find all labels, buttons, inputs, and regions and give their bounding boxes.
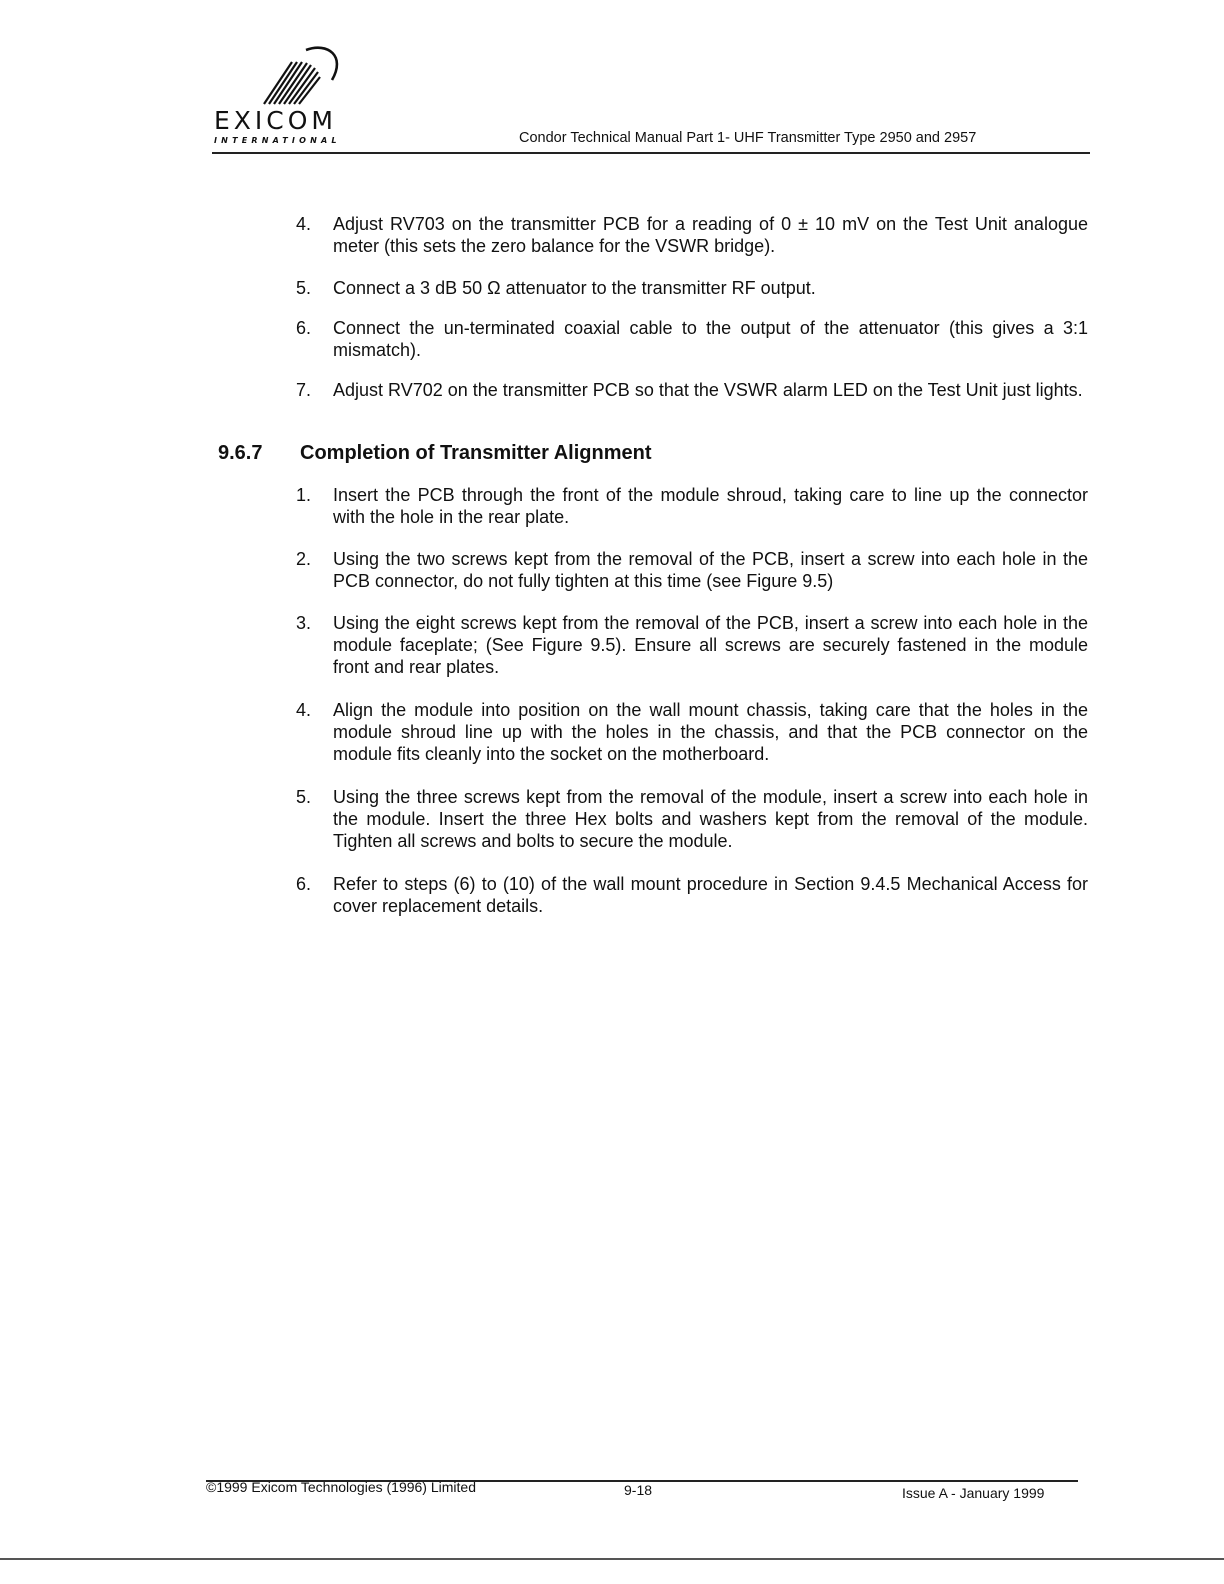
logo-subtitle: INTERNATIONAL — [214, 136, 341, 145]
step-number: 4. — [296, 214, 312, 234]
step-text: Align the module into position on the wall mount chassis, taking care that the holes in the module shroud line up with the holes in the chassis, and that the PCB connector on the module fits cleanly into the socket on the motherboard. — [333, 700, 1088, 764]
step-text: Insert the PCB through the front of the module shroud, taking care to line up the connector with the hole in the rear plate. — [333, 485, 1088, 527]
step-text: Connect a 3 dB 50 Ω attenuator to the transmitter RF output. — [333, 278, 816, 298]
exicom-logo — [210, 44, 380, 152]
step-number: 3. — [296, 613, 312, 633]
footer-copyright: ©1999 Exicom Technologies (1996) Limited — [206, 1479, 476, 1495]
step-text: Using the eight screws kept from the removal of the PCB, insert a screw into each hole in the module faceplate; (See Figure 9.5). Ensure all screws are securely fastened in the module front and rear plates. — [333, 613, 1088, 677]
section-number: 9.6.7 — [218, 442, 263, 464]
step-text: Using the three screws kept from the removal of the module, insert a screw into each hole in the module. Insert the three Hex bolts and washers kept from the removal of the module. Tighten all screws and bolts to secure the module. — [333, 787, 1088, 851]
page-bottom-edge — [0, 1558, 1224, 1560]
step-number: 4. — [296, 700, 312, 720]
step-number: 6. — [296, 874, 312, 894]
step-number: 6. — [296, 318, 312, 338]
section-heading — [218, 442, 652, 465]
step-number: 7. — [296, 380, 312, 400]
step-number: 5. — [296, 787, 312, 807]
footer-page-number: 9-18 — [624, 1482, 653, 1498]
step-number: 1. — [296, 485, 312, 505]
document-header-title: Condor Technical Manual Part 1- UHF Transmitter Type 2950 and 2957 — [519, 130, 977, 146]
step-text: Using the two screws kept from the removal of the PCB, insert a screw into each hole in the PCB connector, do not fully tighten at this time (see Figure 9.5) — [333, 549, 1088, 591]
logo-wordmark: EXICOM — [214, 106, 337, 135]
exicom-swoosh-icon — [254, 44, 354, 110]
footer-issue: Issue A - January 1999 — [902, 1485, 1045, 1501]
step-text: Adjust RV702 on the transmitter PCB so that the VSWR alarm LED on the Test Unit just lights. — [333, 380, 1083, 400]
step-text: Connect the un-terminated coaxial cable to the output of the attenuator (this gives a 3:1 mismatch). — [333, 318, 1088, 360]
section-title: Completion of Transmitter Alignment — [300, 442, 652, 464]
header-divider — [212, 152, 1090, 154]
step-number: 5. — [296, 278, 312, 298]
step-number: 2. — [296, 549, 312, 569]
step-text: Adjust RV703 on the transmitter PCB for a reading of 0 ± 10 mV on the Test Unit analogue meter (this sets the zero balance for the VSWR bridge). — [333, 214, 1088, 256]
step-text: Refer to steps (6) to (10) of the wall mount procedure in Section 9.4.5 Mechanical Access for cover replacement details. — [333, 874, 1088, 916]
